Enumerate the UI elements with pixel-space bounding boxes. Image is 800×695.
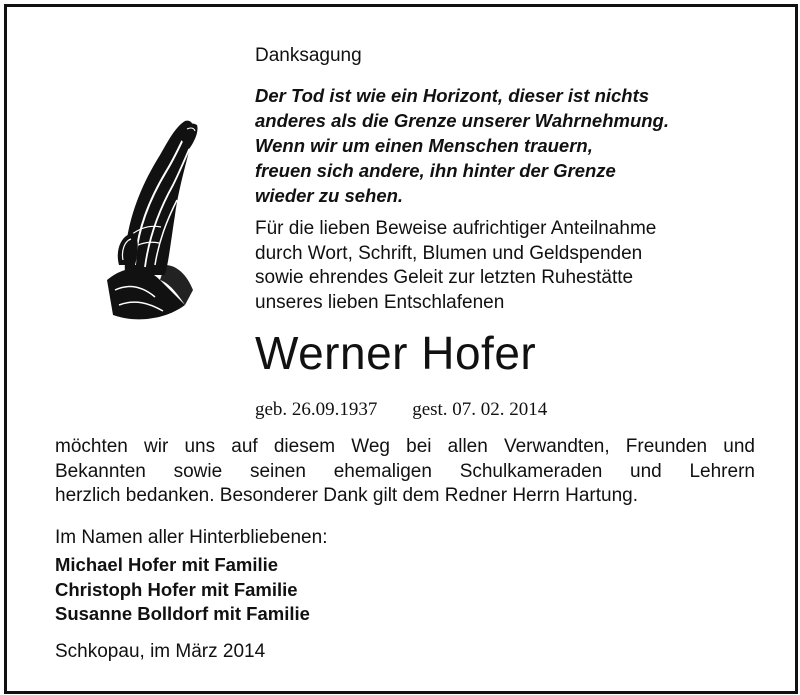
word: wir [144,436,169,457]
body-line: herzlich bedanken. Besonderer Dank gilt dem Redner Herrn Hartung. [55,485,638,506]
quote-line: Der Tod ist wie ein Horizont, dieser ist nichts [255,85,650,106]
body-line [55,435,755,460]
word: und [723,436,755,457]
death-date: gest. 07. 02. 2014 [412,399,548,420]
praying-hands-icon [105,115,207,325]
quote [255,83,669,208]
word: Verwandten, [503,436,610,457]
word: seinen [249,460,306,482]
signatory: Susanne Bolldorf mit Familie [55,603,310,624]
signatory: Michael Hofer mit Familie [55,554,279,575]
word: Weg [351,436,390,457]
signature-intro: Im Namen aller Hinterbliebenen: [55,527,328,548]
signatory: Christoph Hofer mit Familie [55,578,298,600]
quote-line: wieder zu sehen. [255,185,404,206]
word: diesem [273,436,336,457]
thanks-line: Für die lieben Beweise aufrichtiger Anteilnahme [255,218,657,239]
body-text [55,435,755,509]
word: sowie [173,460,223,482]
life-dates [255,399,547,421]
word: uns [184,436,216,457]
word: Schulkameraden [459,460,603,482]
quote-line: freuen sich andere, ihn hinter der Grenze [255,160,616,181]
body-line [55,460,755,485]
place-date: Schkopau, im März 2014 [55,641,266,662]
word: Freunden [625,436,708,457]
quote-line: Wenn wir um einen Menschen trauern, [255,135,593,156]
obituary-card [4,4,798,694]
thanks-line: durch Wort, Schrift, Blumen und Geldspenden [255,242,643,264]
thanks-line: unseres lieben Entschlafenen [255,291,505,313]
word: möchten [55,436,128,457]
word: auf [231,436,258,457]
deceased-name: Werner Hofer [255,327,537,379]
birth-date: geb. 26.09.1937 [255,399,378,420]
signatories [55,553,310,627]
word: bei [406,436,432,457]
word: und [630,460,662,482]
word: Bekannten [55,460,146,482]
word: Lehrern [689,460,755,482]
word: allen [447,436,488,457]
heading: Danksagung [255,45,362,66]
thanks-line: sowie ehrendes Geleit zur letzten Ruhestätte [255,267,634,288]
thanks-text [255,217,656,315]
word: ehemaligen [333,460,432,482]
quote-line: anderes als die Grenze unserer Wahrnehmung. [255,110,669,131]
